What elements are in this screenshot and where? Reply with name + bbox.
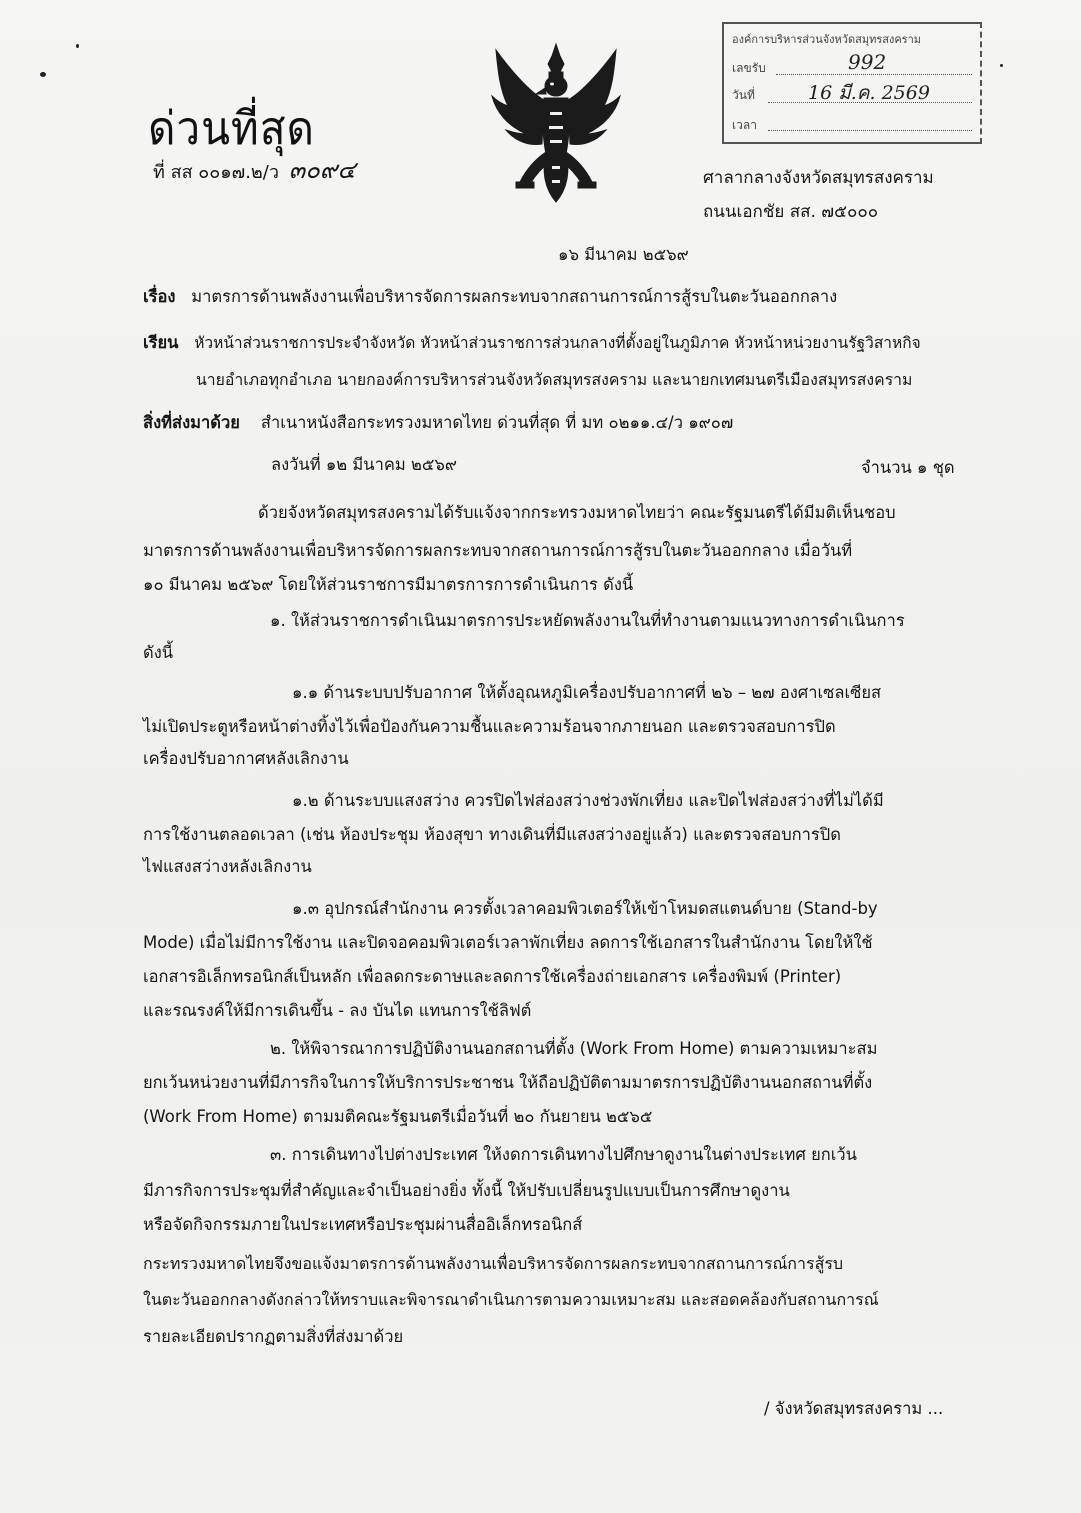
body-intro-2: มาตรการด้านพลังงานเพื่อบริหารจัดการผลกระทบจากสถานการณ์การสู้รบในตะวันออกกลาง เมื่อวันที่ [143, 541, 853, 560]
stamp-dotted-line [768, 130, 972, 131]
document-number-handwritten: ๓๐๙๔ [288, 156, 356, 184]
attachment-text-1: สำเนาหนังสือกระทรวงมหาดไทย ด่วนที่สุด ที่ มท ๐๒๑๑.๔/ว ๑๙๐๗ [260, 413, 734, 432]
body-intro-1: ด้วยจังหวัดสมุทรสงครามได้รับแจ้งจากกระทรวงมหาดไทยว่า คณะรัฐมนตรีได้มีมติเห็นชอบ [258, 503, 896, 522]
attachment-text-2: ลงวันที่ ๑๒ มีนาคม ๒๕๖๙ [271, 455, 457, 474]
body-item-11c: เครื่องปรับอากาศหลังเลิกงาน [143, 749, 349, 768]
speck [40, 72, 46, 77]
body-item-13b: Mode) เมื่อไม่มีการใช้งาน และปิดจอคอมพิวเตอร์เวลาพักเที่ยง ลดการใช้เอกสารในสำนักงาน โดยให้ใช้ [143, 933, 873, 952]
body-item-13c: เอกสารอิเล็กทรอนิกส์เป็นหลัก เพื่อลดกระดาษและลดการใช้เครื่องถ่ายเอกสาร เครื่องพิมพ์ (Printer) [143, 967, 842, 986]
to-text-1: หัวหน้าส่วนราชการประจำจังหวัด หัวหน้าส่วนราชการส่วนกลางที่ตั้งอยู่ในภูมิภาค หัวหน้าหน่วยงานรัฐวิสาหกิจ [194, 334, 921, 352]
document-number-prefix: ที่ สส ๐๐๑๗.๒/ว [153, 162, 279, 183]
stamp-date-label: วันที่ [732, 88, 755, 102]
body-closing-2: ในตะวันออกกลางดังกล่าวให้ทราบและพิจารณาดำเนินการตามความเหมาะสม และสอดคล้องกับสถานการณ์ [143, 1290, 879, 1309]
body-item-12b: การใช้งานตลอดเวลา (เช่น ห้องประชุม ห้องสุขา ทางเดินที่มีแสงสว่างอยู่แล้ว) และตรวจสอบการปิด [143, 825, 841, 844]
body-item-1b: ดังนี้ [143, 643, 174, 662]
document-date: ๑๖ มีนาคม ๒๕๖๙ [558, 245, 689, 264]
body-item-11b: ไม่เปิดประตูหรือหน้าต่างทิ้งไว้เพื่อป้องกันความชื้นและความร้อนจากภายนอก และตรวจสอบการปิด [143, 717, 836, 736]
receiving-stamp [722, 22, 982, 144]
body-item-3a: ๓. การเดินทางไปต่างประเทศ ให้งดการเดินทางไปศึกษาดูงานในต่างประเทศ ยกเว้น [270, 1145, 857, 1164]
body-item-3c: หรือจัดกิจกรรมภายในประเทศหรือประชุมผ่านสื่ออิเล็กทรอนิกส์ [143, 1215, 583, 1234]
to-line-1 [143, 330, 921, 356]
stamp-time-label: เวลา [732, 118, 757, 132]
stamp-dotted-line [776, 74, 972, 75]
address-line-1: ศาลากลางจังหวัดสมุทรสงคราม [703, 168, 934, 188]
to-label: เรียน [143, 333, 179, 352]
subject-line [143, 284, 837, 310]
speck [76, 44, 79, 48]
body-item-2b: ยกเว้นหน่วยงานที่มีภารกิจในการให้บริการประชาชน ให้ถือปฏิบัติตามมาตรการปฏิบัติงานนอกสถานที่ตั้ง [143, 1073, 873, 1092]
garuda-emblem-icon [486, 42, 626, 204]
stamp-date-value: 16 มี.ค. 2569 [808, 82, 930, 104]
body-item-1a: ๑. ให้ส่วนราชการดำเนินมาตรการประหยัดพลังงานในที่ทำงานตามแนวทางการดำเนินการ [270, 611, 905, 630]
document-number [153, 150, 356, 189]
subject-label: เรื่อง [143, 287, 176, 306]
to-text-2: นายอำเภอทุกอำเภอ นายกองค์การบริหารส่วนจังหวัดสมุทรสงคราม และนายกเทศมนตรีเมืองสมุทรสงคราม [196, 370, 913, 389]
stamp-receive-label: เลขรับ [732, 61, 766, 75]
attachment-line-1 [143, 410, 733, 436]
body-item-2a: ๒. ให้พิจารณาการปฏิบัติงานนอกสถานที่ตั้ง (Work From Home) ตามความเหมาะสม [270, 1039, 878, 1058]
body-item-11a: ๑.๑ ด้านระบบปรับอากาศ ให้ตั้งอุณหภูมิเครื่องปรับอากาศที่ ๒๖ – ๒๗ องศาเซลเซียส [292, 683, 882, 702]
address-line-2: ถนนเอกชัย สส. ๗๕๐๐๐ [703, 202, 879, 222]
body-item-3b: มีภารกิจการประชุมที่สำคัญและจำเป็นอย่างยิ่ง ทั้งนี้ ให้ปรับเปลี่ยนรูปแบบเป็นการศึกษาดูงาน [143, 1181, 790, 1200]
stamp-org: องค์การบริหารส่วนจังหวัดสมุทรสงคราม [732, 33, 922, 46]
body-item-13d: และรณรงค์ให้มีการเดินขึ้น - ลง บันได แทนการใช้ลิฟต์ [143, 1001, 532, 1020]
body-item-2c: (Work From Home) ตามมติคณะรัฐมนตรีเมื่อวันที่ ๒๐ กันยายน ๒๕๖๕ [143, 1107, 653, 1126]
body-item-12c: ไฟแสงสว่างหลังเลิกงาน [143, 857, 312, 876]
body-closing-3: รายละเอียดปรากฏตามสิ่งที่ส่งมาด้วย [143, 1327, 404, 1346]
body-item-13a: ๑.๓ อุปกรณ์สำนักงาน ควรตั้งเวลาคอมพิวเตอร์ให้เข้าโหมดสแตนด์บาย (Stand-by [292, 899, 878, 918]
speck [1000, 64, 1003, 67]
body-closing-1: กระทรวงมหาดไทยจึงขอแจ้งมาตรการด้านพลังงานเพื่อบริหารจัดการผลกระทบจากสถานการณ์การสู้รบ [143, 1254, 844, 1273]
body-item-12a: ๑.๒ ด้านระบบแสงสว่าง ควรปิดไฟส่องสว่างช่วงพักเที่ยง และปิดไฟส่องสว่างที่ไม่ได้มี [292, 791, 884, 810]
body-intro-3: ๑๐ มีนาคม ๒๕๖๙ โดยให้ส่วนราชการมีมาตรการการดำเนินการ ดังนี้ [143, 575, 634, 594]
stamp-receive-number: 992 [848, 50, 887, 74]
urgency-label: ด่วนที่สุด [148, 101, 315, 155]
attachment-count: จำนวน ๑ ชุด [861, 458, 955, 477]
attachment-label: สิ่งที่ส่งมาด้วย [143, 413, 240, 432]
subject-text: มาตรการด้านพลังงานเพื่อบริหารจัดการผลกระทบจากสถานการณ์การสู้รบในตะวันออกกลาง [191, 287, 838, 306]
continued-marker: / จังหวัดสมุทรสงคราม ... [764, 1399, 944, 1418]
